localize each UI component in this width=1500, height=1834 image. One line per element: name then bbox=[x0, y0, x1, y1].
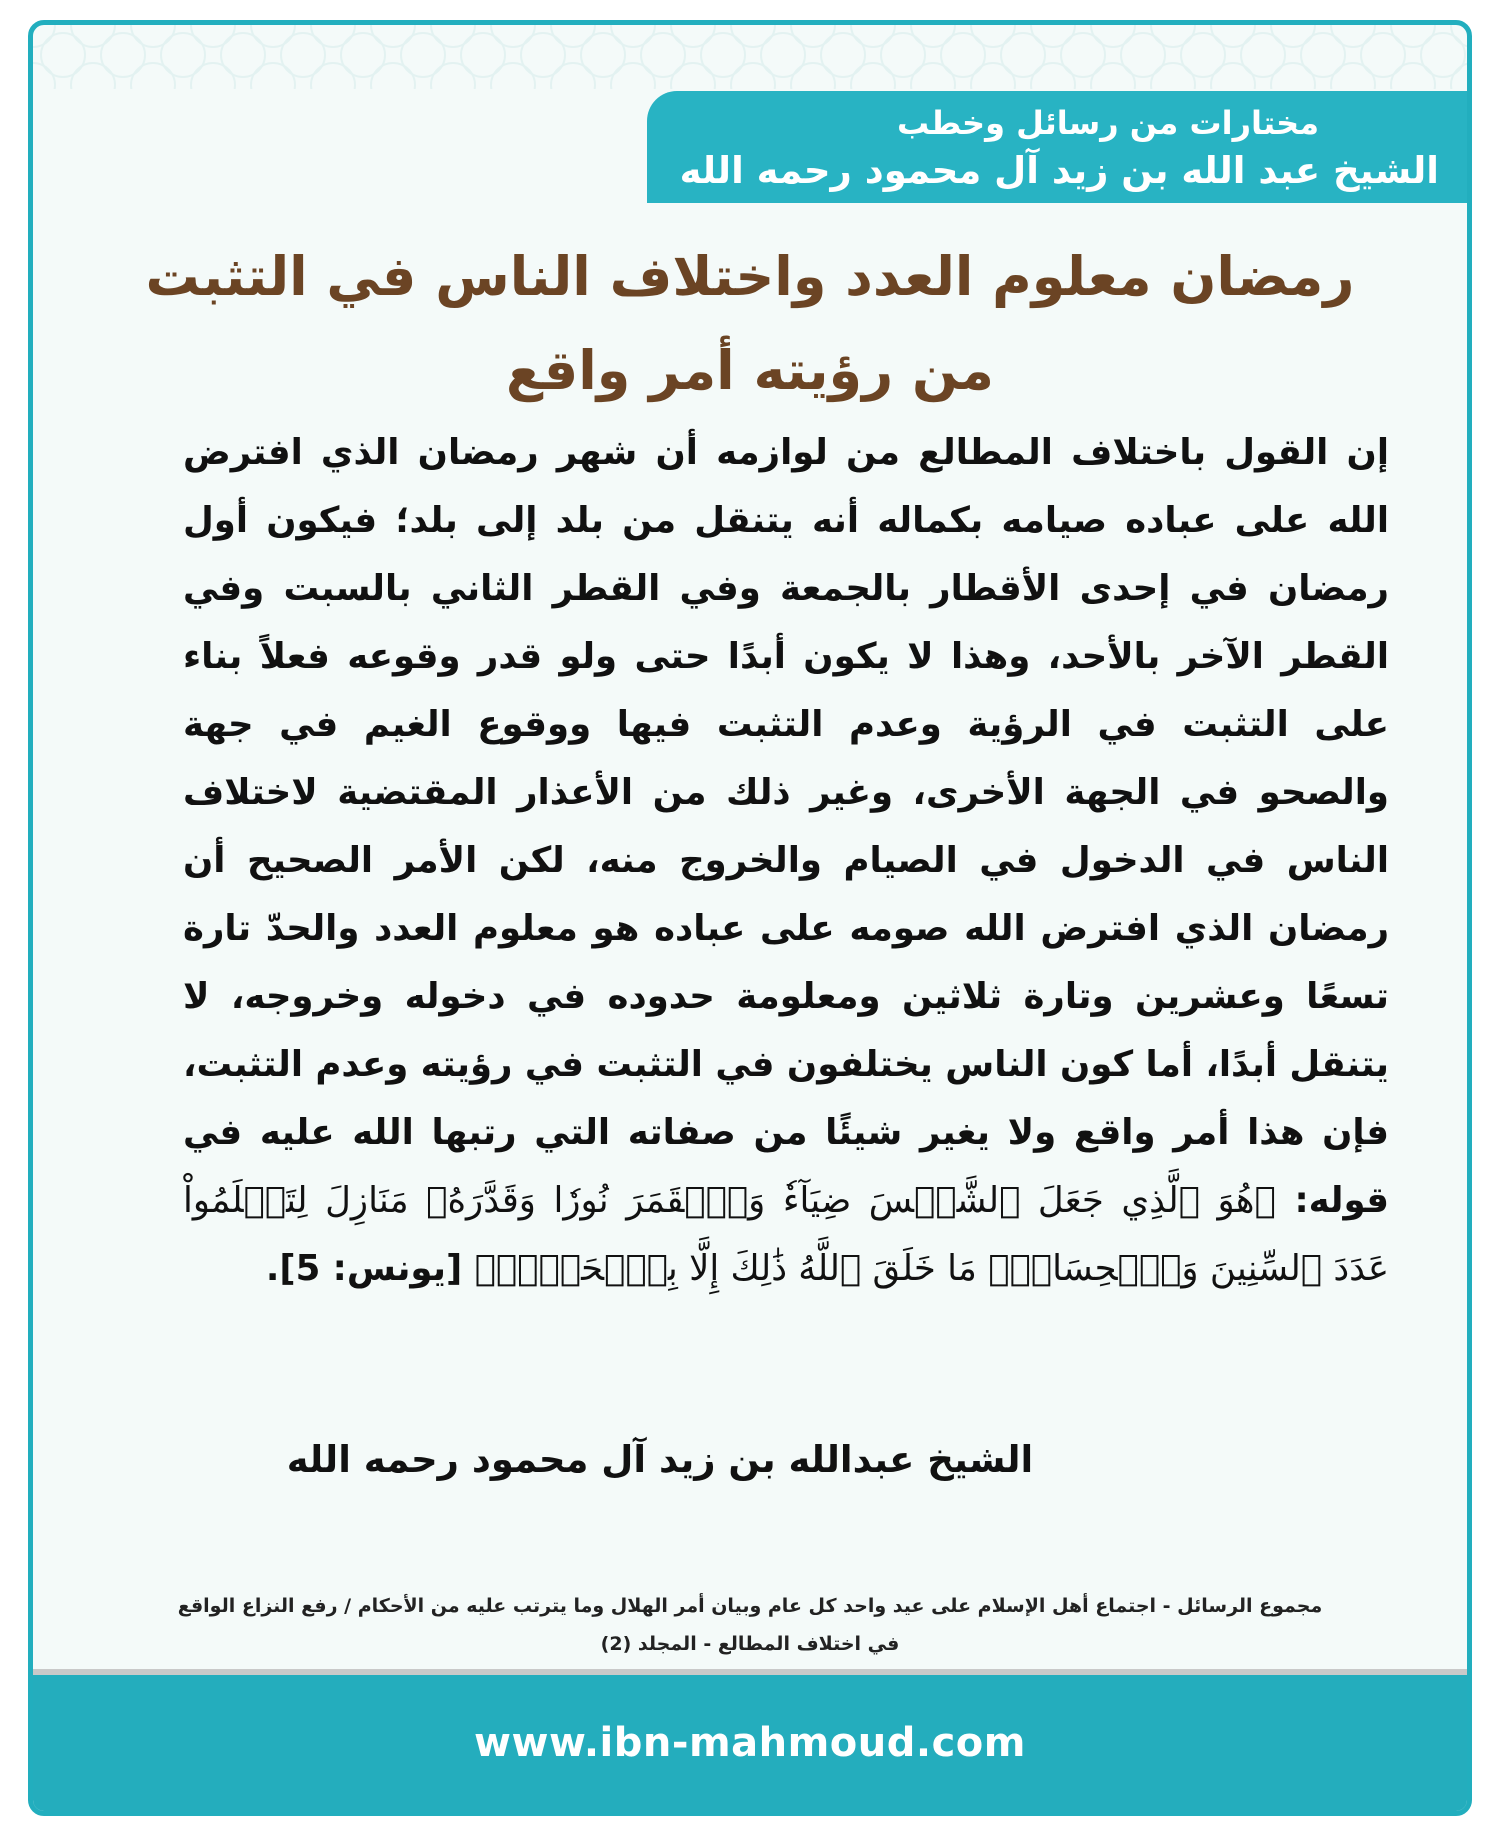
source-citation bbox=[93, 1587, 1407, 1663]
quran-reference: [يونس: 5]. bbox=[265, 1248, 463, 1289]
source-line-2: في اختلاف المطالع - المجلد (2) bbox=[600, 1633, 900, 1655]
footer-bar bbox=[33, 1669, 1467, 1811]
content-card bbox=[28, 20, 1472, 1816]
header-author: الشيخ عبد الله بن زيد آل محمود رحمه الله bbox=[679, 149, 1439, 192]
source-line-1: مجموع الرسائل - اجتماع أهل الإسلام على عيد واحد كل عام وبيان أمر الهلال وما يترتب عليه من الأحكام / رفع النزاع الواقع bbox=[177, 1595, 1323, 1617]
header-subtitle: مختارات من رسائل وخطب bbox=[896, 104, 1319, 142]
article-body bbox=[183, 419, 1389, 1303]
quran-verse: ﴿هُوَ ٱلَّذِي جَعَلَ ٱلشَّمۡسَ ضِيَآءٗ وَٱلۡقَمَرَ نُورٗا وَقَدَّرَهُۥ مَنَازِلَ لِتَعۡلَمُواْ عَدَدَ ٱلسِّنِينَ وَٱلۡحِسَابَۚ مَا خَلَقَ ٱللَّهُ ذَٰلِكَ إِلَّا بِٱلۡحَقِّۚ﴾ bbox=[183, 1180, 1389, 1289]
article-title bbox=[113, 230, 1387, 418]
header-band bbox=[647, 91, 1467, 203]
title-line-2: من رؤيته أمر واقع bbox=[505, 339, 994, 402]
article-text: إن القول باختلاف المطالع من لوازمه أن شهر رمضان الذي افترض الله على عباده صيامه بكماله أنه يتنقل من بلد إلى بلد؛ فيكون أول رمضان في إحدى الأقطار بالجمعة وفي القطر الثاني بالسبت وفي القطر الآخر بالأحد، وهذا لا يكون أبدًا حتى ولو قدر وقوعه فعلاً بناء على التثبت في الرؤية وعدم التثبت فيها ووقوع الغيم في جهة والصحو في الجهة الأخرى، وغير ذلك من الأعذار المقتضية لاختلاف الناس في الدخول في الصيام والخروج منه، لكن الأمر الصحيح أن رمضان الذي افترض الله صومه على عباده هو معلوم العدد والحدّ تارة تسعًا وعشرين وتارة ثلاثين ومعلومة حدوده في دخوله وخروجه، لا يتنقل أبدًا، أما كون الناس يختلفون في التثبت في رؤيته وعدم التثبت، فإن هذا أمر واقع ولا يغير شيئًا من صفاته التي رتبها الله عليه في قوله: bbox=[183, 432, 1389, 1221]
title-line-1: رمضان معلوم العدد واختلاف الناس في التثبت bbox=[145, 245, 1355, 308]
decorative-pattern bbox=[33, 25, 1467, 89]
author-signature: الشيخ عبدالله بن زيد آل محمود رحمه الله bbox=[286, 1438, 1034, 1481]
website-link[interactable]: www.ibn-mahmoud.com bbox=[474, 1720, 1026, 1766]
